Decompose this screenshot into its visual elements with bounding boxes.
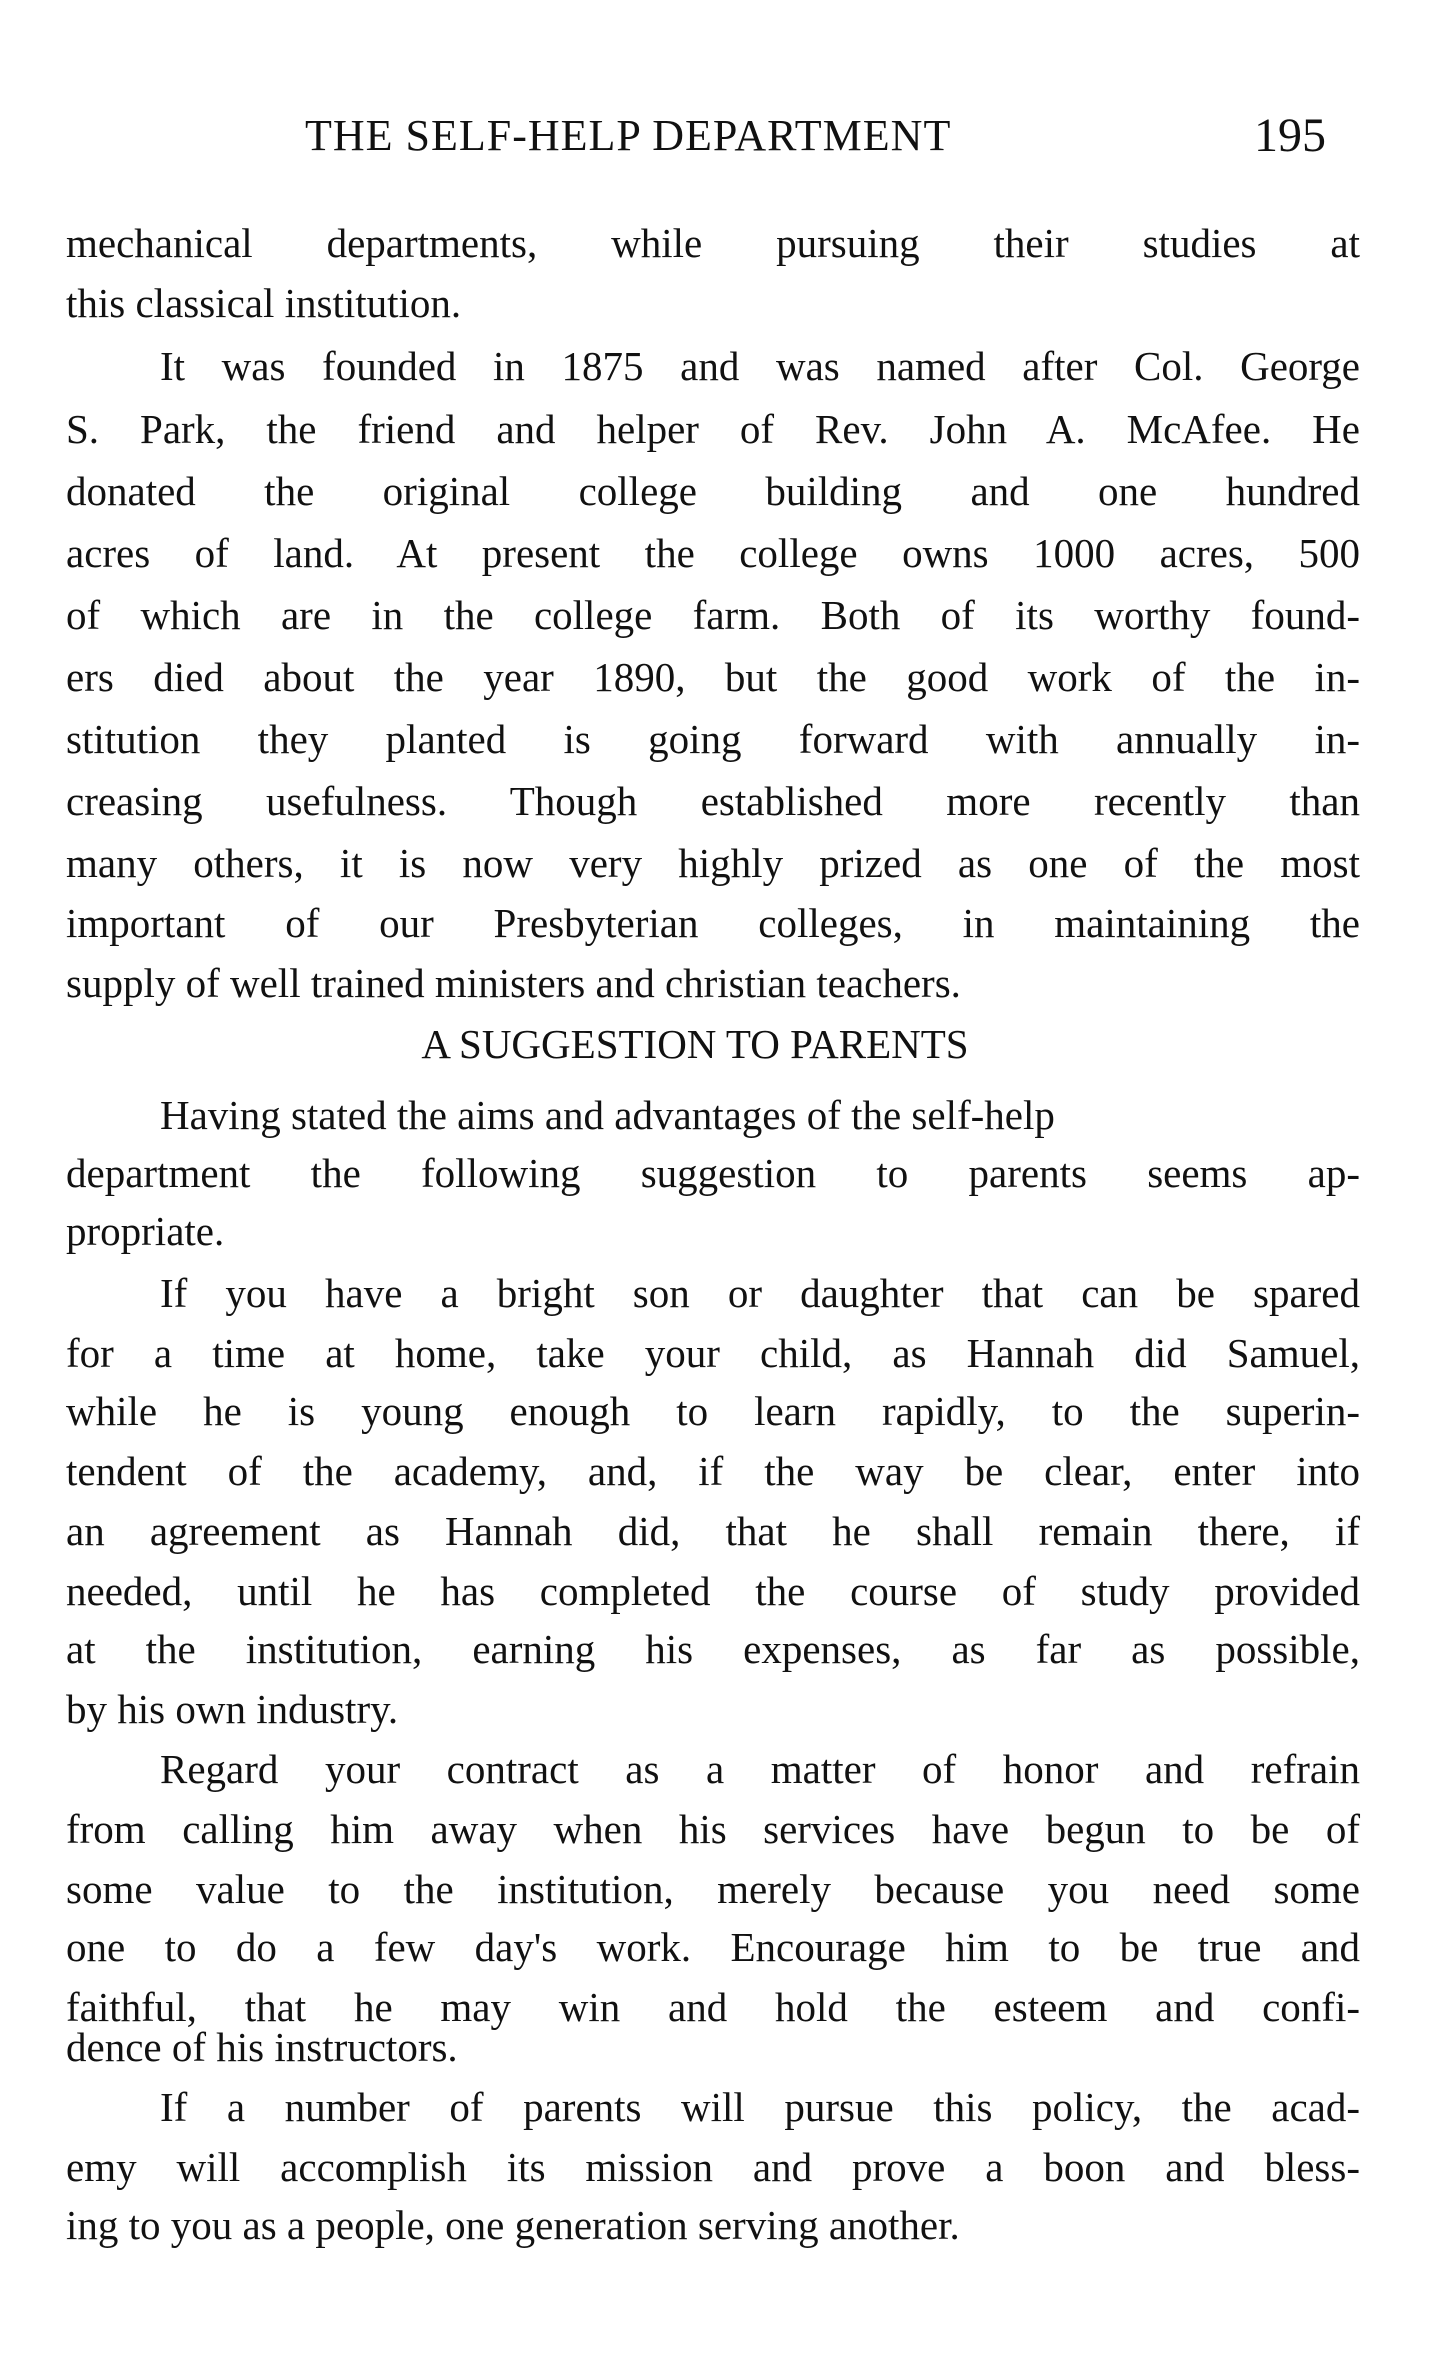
running-title: THE SELF-HELP DEPARTMENT <box>305 111 952 160</box>
text-line: an agreement as Hannah did, that he shall remain there, if <box>66 1508 1360 1554</box>
section-heading-text: A SUGGESTION TO PARENTS <box>421 1021 969 1067</box>
text-line: supply of well trained ministers and christian teachers. <box>66 960 961 1006</box>
text-line: stitution they planted is going forward with annually in- <box>66 716 1360 762</box>
text-line: tendent of the academy, and, if the way be clear, enter into <box>66 1448 1360 1494</box>
text-line: S. Park, the friend and helper of Rev. John A. McAfee. He <box>66 406 1360 452</box>
text-line: If you have a bright son or daughter that can be spared <box>160 1270 1360 1316</box>
text-line: one to do a few day's work. Encourage him to be true and <box>66 1924 1360 1970</box>
text-line: some value to the institution, merely because you need some <box>66 1866 1360 1912</box>
text-line: department the following suggestion to parents seems ap- <box>66 1150 1360 1196</box>
running-head <box>0 110 1450 160</box>
text-line: ers died about the year 1890, but the good work of the in- <box>66 654 1360 700</box>
text-line: acres of land. At present the college owns 1000 acres, 500 <box>66 530 1360 576</box>
text-line: faithful, that he may win and hold the esteem and confi- <box>66 1984 1360 2030</box>
text-line: needed, until he has completed the course of study provided <box>66 1568 1360 1614</box>
text-line: mechanical departments, while pursuing their studies at <box>66 220 1360 266</box>
text-line: dence of his instructors. <box>66 2024 458 2070</box>
text-line: ing to you as a people, one generation serving another. <box>66 2202 960 2248</box>
page-number: 195 <box>1254 109 1326 162</box>
text-line: this classical institution. <box>66 280 462 326</box>
text-line: Regard your contract as a matter of honor and refrain <box>160 1746 1360 1792</box>
text-line: important of our Presbyterian colleges, in maintaining the <box>66 900 1360 946</box>
text-line: Having stated the aims and advantages of the self-help <box>160 1092 1055 1138</box>
text-line: propriate. <box>66 1208 225 1254</box>
section-heading <box>0 1020 1450 1068</box>
text-line: If a number of parents will pursue this policy, the acad- <box>160 2084 1360 2130</box>
text-line: at the institution, earning his expenses, as far as possible, <box>66 1626 1360 1672</box>
text-line: while he is young enough to learn rapidly, to the superin- <box>66 1388 1360 1434</box>
text-line: many others, it is now very highly prized as one of the most <box>66 840 1360 886</box>
text-line: donated the original college building and one hundred <box>66 468 1360 514</box>
text-line: by his own industry. <box>66 1686 399 1732</box>
text-line: of which are in the college farm. Both of its worthy found- <box>66 592 1360 638</box>
text-line: for a time at home, take your child, as Hannah did Samuel, <box>66 1330 1360 1376</box>
text-line: emy will accomplish its mission and prove a boon and bless- <box>66 2144 1360 2190</box>
text-line: from calling him away when his services have begun to be of <box>66 1806 1360 1852</box>
text-line: It was founded in 1875 and was named after Col. George <box>160 343 1360 389</box>
text-line: creasing usefulness. Though established more recently than <box>66 778 1360 824</box>
